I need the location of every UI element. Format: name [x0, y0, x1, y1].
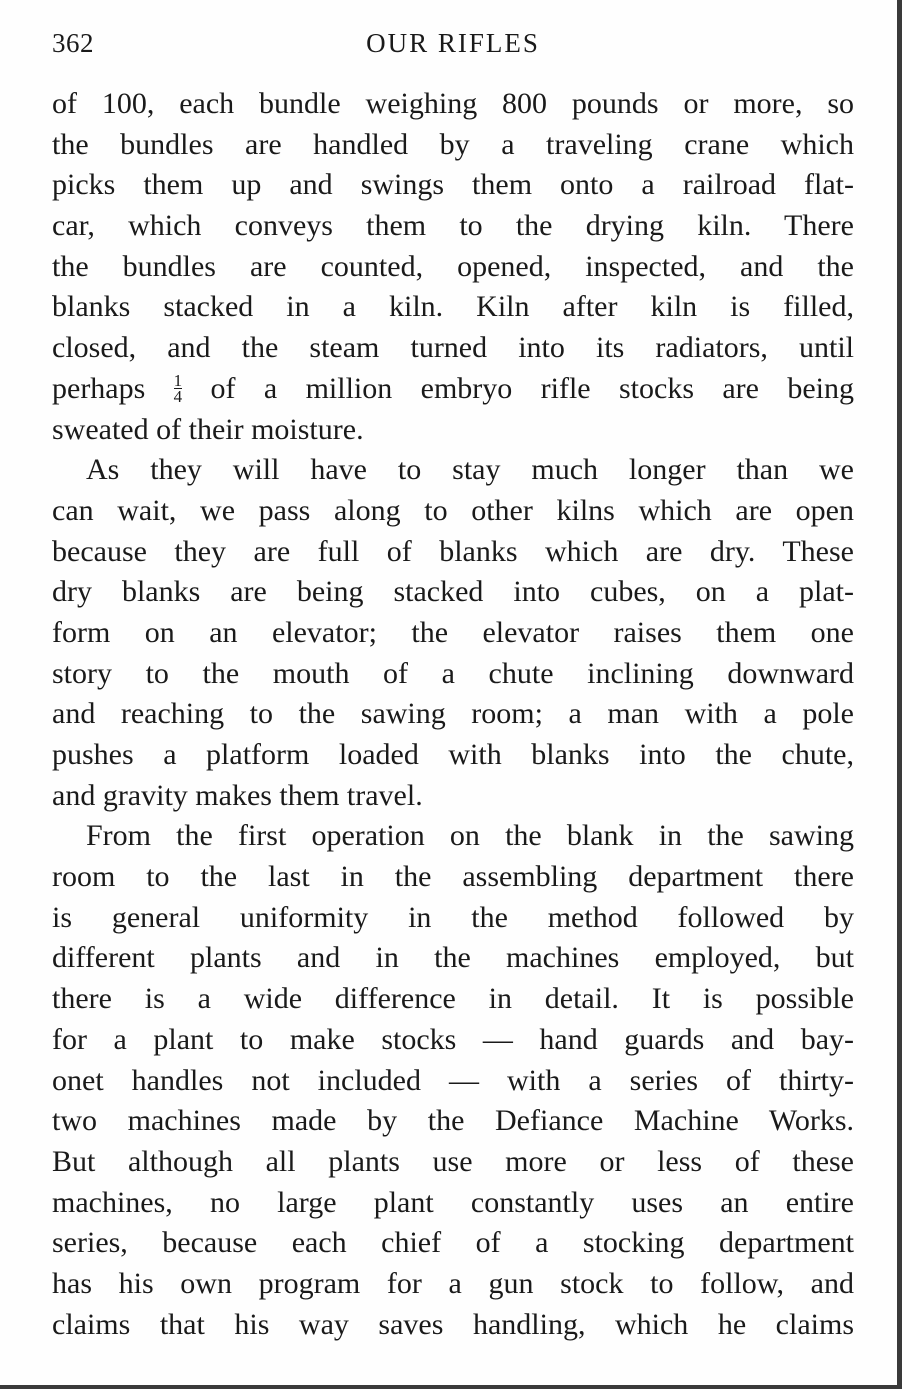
- body-text: [52, 84, 854, 1345]
- text-line: two machines made by the Defiance Machine Works.: [52, 1104, 854, 1138]
- text-line: because they are full of blanks which are dry. These: [52, 534, 854, 568]
- text-line: is general uniformity in the method followed by: [52, 900, 854, 934]
- text-line: onet handles not included — with a series of thirty-: [52, 1063, 854, 1097]
- text-line: different plants and in the machines employed, but: [52, 941, 854, 975]
- fraction-line-after: of a million embryo rifle stocks are being: [210, 371, 854, 405]
- text-line: of 100, each bundle weighing 800 pounds or more, so: [52, 87, 854, 120]
- text-line: closed, and the steam turned into its radiators, until: [52, 331, 854, 365]
- text-line: machines, no large plant constantly uses an entire: [52, 1185, 854, 1219]
- text-line: and reaching to the sawing room; a man with a pole: [52, 697, 854, 731]
- scan-edge-right: [897, 0, 902, 1389]
- text-line: blanks stacked in a kiln. Kiln after kiln is filled,: [52, 290, 854, 324]
- text-line: for a plant to make stocks — hand guards and bay-: [52, 1022, 854, 1056]
- text-line: can wait, we pass along to other kilns which are open: [52, 493, 854, 527]
- text-line: claims that his way saves handling, which he claims: [52, 1307, 854, 1341]
- text-line: room to the last in the assembling department there: [52, 860, 854, 894]
- text-line: series, because each chief of a stocking department: [52, 1226, 854, 1260]
- text-line: car, which conveys them to the drying kiln. There: [52, 209, 854, 243]
- text-line: has his own program for a gun stock to follow, and: [52, 1266, 854, 1300]
- text-line: But although all plants use more or less of these: [52, 1144, 854, 1178]
- text-line: there is a wide difference in detail. It is possible: [52, 982, 854, 1016]
- text-line: sweated of their moisture.: [52, 412, 364, 446]
- text-line: story to the mouth of a chute inclining downward: [52, 656, 854, 690]
- fraction-line-before: perhaps: [52, 371, 146, 405]
- text-line: dry blanks are being stacked into cubes, on a plat-: [52, 575, 854, 609]
- text-line: As they will have to stay much longer than we: [86, 453, 854, 487]
- text-line: form on an elevator; the elevator raises them one: [52, 615, 854, 649]
- running-title: OUR RIFLES: [366, 28, 540, 58]
- fraction-numerator: 1: [173, 371, 183, 391]
- text-line: the bundles are counted, opened, inspected, and the: [52, 249, 854, 283]
- page-header: [52, 28, 854, 64]
- fraction-denominator: 4: [173, 387, 183, 407]
- fraction-one-quarter: [173, 371, 183, 407]
- text-line: picks them up and swings them onto a railroad flat-: [52, 168, 854, 202]
- text-line: the bundles are handled by a traveling crane which: [52, 127, 854, 161]
- page-number: 362: [52, 28, 94, 58]
- text-line-with-fraction: [52, 369, 854, 410]
- text-line: pushes a platform loaded with blanks into the chute,: [52, 738, 854, 771]
- text-line: and gravity makes them travel.: [52, 778, 423, 812]
- scan-edge-bottom: [0, 1385, 902, 1389]
- text-line: From the first operation on the blank in the sawing: [86, 819, 854, 853]
